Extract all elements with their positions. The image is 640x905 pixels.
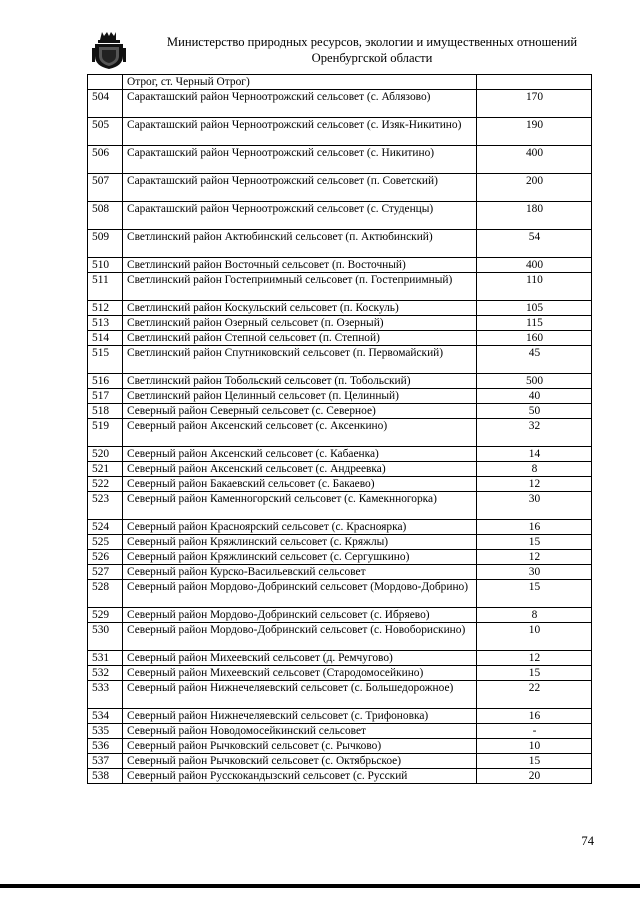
ministry-title	[142, 34, 602, 66]
row-number-cell: 515	[88, 346, 123, 374]
value-cell: 30	[477, 565, 592, 580]
row-number-cell: 538	[88, 769, 123, 784]
value-cell: 105	[477, 301, 592, 316]
table-row	[88, 75, 592, 90]
value-cell	[477, 75, 592, 90]
table-row	[88, 580, 592, 608]
table-row	[88, 258, 592, 273]
value-cell: 160	[477, 331, 592, 346]
value-cell: 40	[477, 389, 592, 404]
value-cell: 22	[477, 681, 592, 709]
row-number-cell: 536	[88, 739, 123, 754]
settlement-name-cell: Северный район Аксенский сельсовет (с. Андреевка)	[123, 462, 477, 477]
row-number-cell: 506	[88, 146, 123, 174]
row-number-cell: 529	[88, 608, 123, 623]
value-cell: 15	[477, 580, 592, 608]
row-number-cell: 527	[88, 565, 123, 580]
table-row	[88, 230, 592, 258]
settlement-name-cell: Северный район Кряжлинский сельсовет (с. Сергушкино)	[123, 550, 477, 565]
settlement-name-cell: Светлинский район Спутниковский сельсовет (п. Первомайский)	[123, 346, 477, 374]
table-row	[88, 419, 592, 447]
value-cell: 115	[477, 316, 592, 331]
settlement-name-cell: Северный район Нижнечеляевский сельсовет (с. Трифоновка)	[123, 709, 477, 724]
settlement-name-cell: Северный район Мордово-Добринский сельсовет (с. Ибряево)	[123, 608, 477, 623]
value-cell: 10	[477, 623, 592, 651]
settlement-name-cell: Саракташский район Черноотрожский сельсовет (п. Советский)	[123, 174, 477, 202]
settlement-name-cell: Северный район Мордово-Добринский сельсовет (Мордово-Добрино)	[123, 580, 477, 608]
settlement-name-cell: Северный район Курско-Васильевский сельсовет	[123, 565, 477, 580]
table-row	[88, 346, 592, 374]
settlement-name-cell: Светлинский район Коскульский сельсовет (п. Коскуль)	[123, 301, 477, 316]
settlement-name-cell: Северный район Рычковский сельсовет (с. Октябрьское)	[123, 754, 477, 769]
table-row	[88, 550, 592, 565]
table-row	[88, 316, 592, 331]
table-row	[88, 118, 592, 146]
settlement-name-cell: Северный район Новодомосейкинский сельсовет	[123, 724, 477, 739]
row-number-cell: 504	[88, 90, 123, 118]
settlement-name-cell: Северный район Аксенский сельсовет (с. Аксенкино)	[123, 419, 477, 447]
settlement-name-cell: Светлинский район Актюбинский сельсовет (п. Актюбинский)	[123, 230, 477, 258]
value-cell: 10	[477, 739, 592, 754]
value-cell: 190	[477, 118, 592, 146]
value-cell: 54	[477, 230, 592, 258]
table-row	[88, 651, 592, 666]
settlement-name-cell: Северный район Русскокандызский сельсовет (с. Русский	[123, 769, 477, 784]
table-row	[88, 565, 592, 580]
settlement-name-cell: Светлинский район Тобольский сельсовет (п. Тобольский)	[123, 374, 477, 389]
table-row	[88, 681, 592, 709]
value-cell: 180	[477, 202, 592, 230]
row-number-cell: 526	[88, 550, 123, 565]
settlements-table-body	[88, 75, 592, 784]
settlement-name-cell: Северный район Аксенский сельсовет (с. Кабаенка)	[123, 447, 477, 462]
settlement-name-cell: Саракташский район Черноотрожский сельсовет (с. Студенцы)	[123, 202, 477, 230]
value-cell: 12	[477, 651, 592, 666]
value-cell: 110	[477, 273, 592, 301]
value-cell: 30	[477, 492, 592, 520]
row-number-cell: 509	[88, 230, 123, 258]
table-row	[88, 273, 592, 301]
table-row	[88, 724, 592, 739]
settlements-table	[87, 74, 592, 784]
settlement-name-cell: Светлинский район Целинный сельсовет (п. Целинный)	[123, 389, 477, 404]
row-number-cell: 522	[88, 477, 123, 492]
settlement-name-cell: Северный район Мордово-Добринский сельсовет (с. Новоборискино)	[123, 623, 477, 651]
row-number-cell: 537	[88, 754, 123, 769]
value-cell: 15	[477, 535, 592, 550]
row-number-cell: 518	[88, 404, 123, 419]
table-row	[88, 477, 592, 492]
table-row	[88, 769, 592, 784]
table-row	[88, 666, 592, 681]
value-cell: 12	[477, 550, 592, 565]
table-row	[88, 754, 592, 769]
row-number-cell: 507	[88, 174, 123, 202]
value-cell: 32	[477, 419, 592, 447]
value-cell: 8	[477, 608, 592, 623]
value-cell: 16	[477, 520, 592, 535]
value-cell: 200	[477, 174, 592, 202]
row-number-cell: 508	[88, 202, 123, 230]
table-row	[88, 447, 592, 462]
value-cell: 500	[477, 374, 592, 389]
row-number-cell: 513	[88, 316, 123, 331]
row-number-cell: 532	[88, 666, 123, 681]
table-row	[88, 462, 592, 477]
value-cell: 50	[477, 404, 592, 419]
settlement-name-cell: Северный район Каменногорский сельсовет (с. Камекнногорка)	[123, 492, 477, 520]
value-cell: -	[477, 724, 592, 739]
row-number-cell: 533	[88, 681, 123, 709]
row-number-cell	[88, 75, 123, 90]
row-number-cell: 519	[88, 419, 123, 447]
value-cell: 14	[477, 447, 592, 462]
settlement-name-cell: Светлинский район Гостеприимный сельсовет (п. Гостеприимный)	[123, 273, 477, 301]
value-cell: 12	[477, 477, 592, 492]
row-number-cell: 516	[88, 374, 123, 389]
table-row	[88, 520, 592, 535]
settlement-name-cell: Северный район Нижнечеляевский сельсовет (с. Большедорожное)	[123, 681, 477, 709]
row-number-cell: 512	[88, 301, 123, 316]
settlement-name-cell: Отрог, ст. Черный Отрог)	[123, 75, 477, 90]
settlement-name-cell: Саракташский район Черноотрожский сельсовет (с. Аблязово)	[123, 90, 477, 118]
row-number-cell: 524	[88, 520, 123, 535]
settlement-name-cell: Светлинский район Степной сельсовет (п. Степной)	[123, 331, 477, 346]
settlement-name-cell: Светлинский район Восточный сельсовет (п. Восточный)	[123, 258, 477, 273]
value-cell: 15	[477, 754, 592, 769]
table-row	[88, 146, 592, 174]
value-cell: 45	[477, 346, 592, 374]
settlement-name-cell: Северный район Бакаевский сельсовет (с. Бакаево)	[123, 477, 477, 492]
settlement-name-cell: Северный район Красноярский сельсовет (с. Красноярка)	[123, 520, 477, 535]
ministry-title-line1: Министерство природных ресурсов, экологии и имущественных отношений	[166, 35, 578, 49]
value-cell: 16	[477, 709, 592, 724]
value-cell: 170	[477, 90, 592, 118]
row-number-cell: 510	[88, 258, 123, 273]
page-number: 74	[581, 834, 594, 848]
row-number-cell: 534	[88, 709, 123, 724]
ministry-title-line2: Оренбургской области	[311, 51, 433, 65]
bottom-rule	[0, 884, 640, 888]
row-number-cell: 511	[88, 273, 123, 301]
settlement-name-cell: Северный район Рычковский сельсовет (с. Рычково)	[123, 739, 477, 754]
row-number-cell: 528	[88, 580, 123, 608]
table-row	[88, 709, 592, 724]
settlement-name-cell: Светлинский район Озерный сельсовет (п. Озерный)	[123, 316, 477, 331]
row-number-cell: 530	[88, 623, 123, 651]
value-cell: 400	[477, 146, 592, 174]
value-cell: 20	[477, 769, 592, 784]
coat-of-arms-icon	[92, 30, 126, 70]
value-cell: 15	[477, 666, 592, 681]
table-row	[88, 608, 592, 623]
row-number-cell: 531	[88, 651, 123, 666]
row-number-cell: 521	[88, 462, 123, 477]
row-number-cell: 514	[88, 331, 123, 346]
table-row	[88, 404, 592, 419]
table-row	[88, 492, 592, 520]
settlement-name-cell: Северный район Михеевский сельсовет (Стародомосейкино)	[123, 666, 477, 681]
table-row	[88, 739, 592, 754]
table-row	[88, 623, 592, 651]
row-number-cell: 525	[88, 535, 123, 550]
settlement-name-cell: Северный район Северный сельсовет (с. Северное)	[123, 404, 477, 419]
table-row	[88, 389, 592, 404]
row-number-cell: 520	[88, 447, 123, 462]
table-row	[88, 202, 592, 230]
table-row	[88, 374, 592, 389]
row-number-cell: 517	[88, 389, 123, 404]
table-row	[88, 301, 592, 316]
row-number-cell: 505	[88, 118, 123, 146]
row-number-cell: 523	[88, 492, 123, 520]
settlement-name-cell: Северный район Михеевский сельсовет (д. Ремчугово)	[123, 651, 477, 666]
settlement-name-cell: Северный район Кряжлинский сельсовет (с. Кряжлы)	[123, 535, 477, 550]
settlement-name-cell: Саракташский район Черноотрожский сельсовет (с. Никитино)	[123, 146, 477, 174]
table-row	[88, 90, 592, 118]
table-row	[88, 331, 592, 346]
settlement-name-cell: Саракташский район Черноотрожский сельсовет (с. Изяк-Никитино)	[123, 118, 477, 146]
row-number-cell: 535	[88, 724, 123, 739]
value-cell: 8	[477, 462, 592, 477]
value-cell: 400	[477, 258, 592, 273]
table-row	[88, 535, 592, 550]
table-row	[88, 174, 592, 202]
page-header	[88, 22, 592, 70]
